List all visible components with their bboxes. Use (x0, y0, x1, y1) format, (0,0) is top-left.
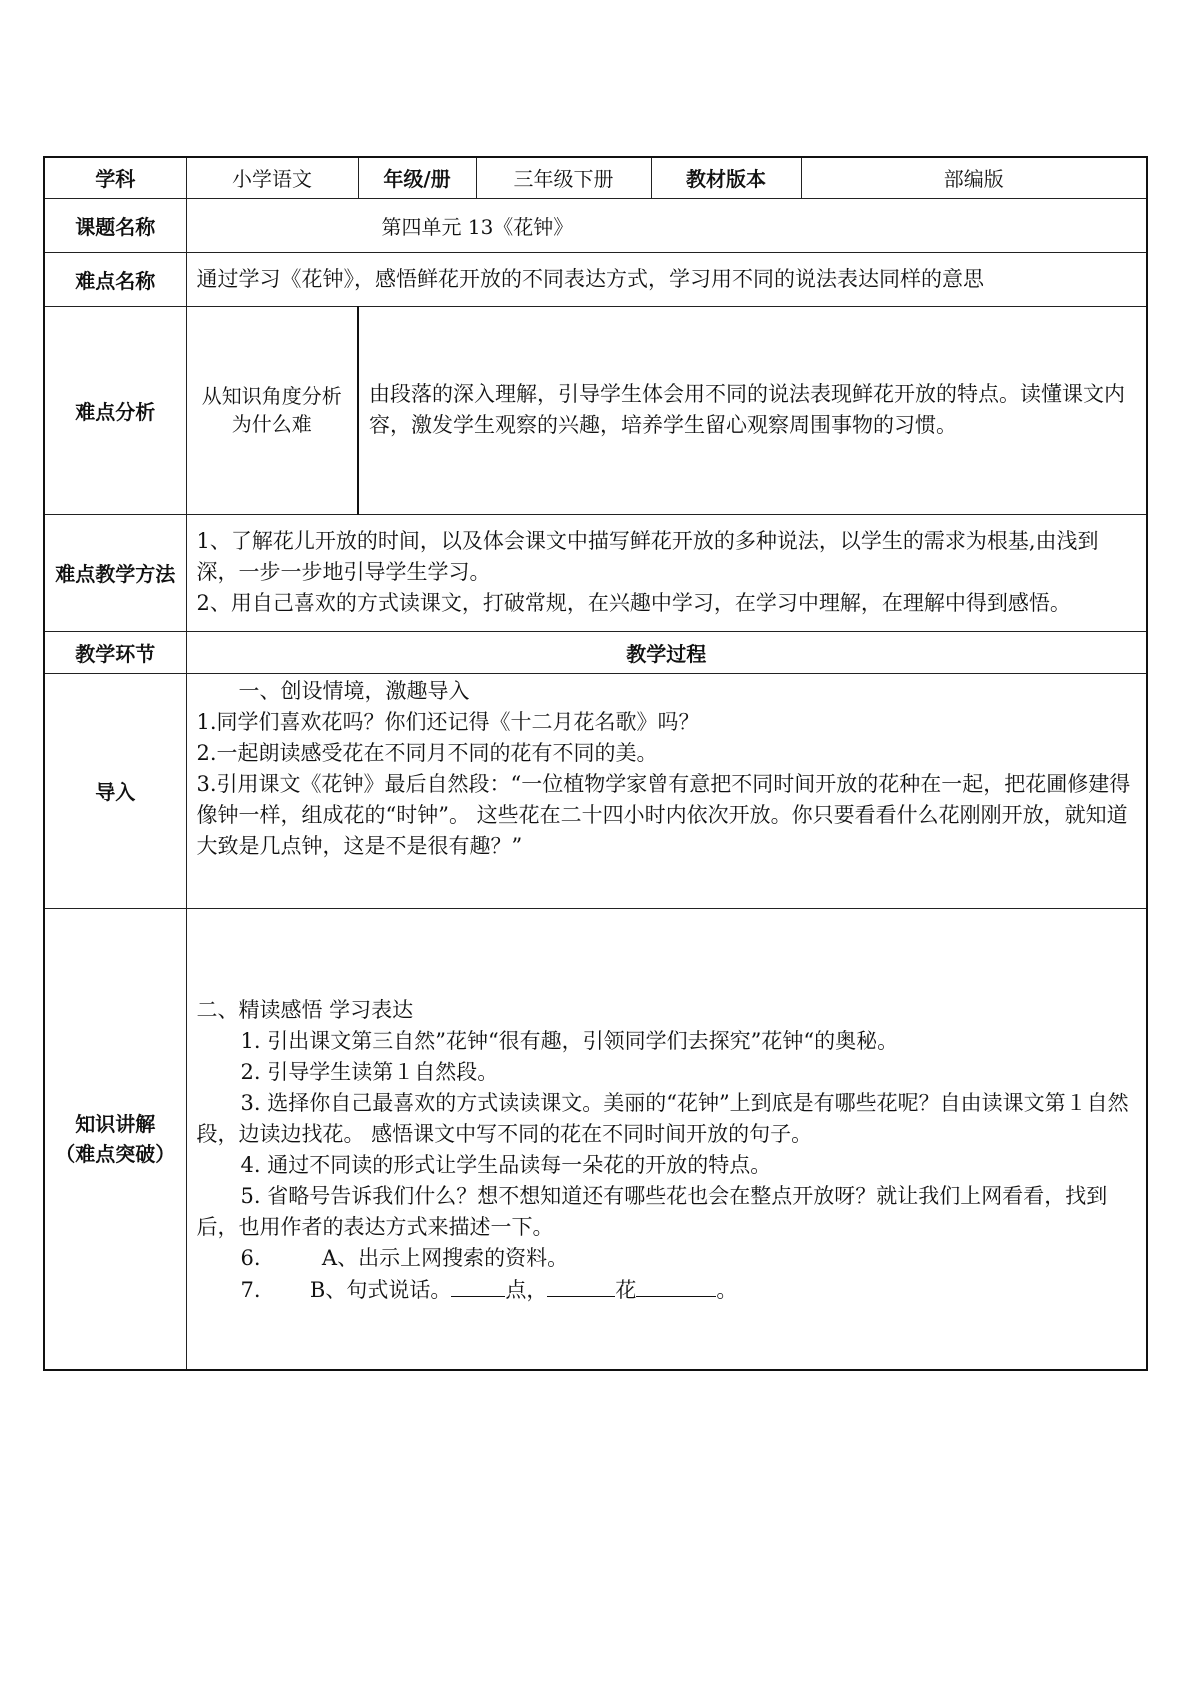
knowledge-item-7-word1: 点， (505, 1277, 548, 1302)
knowledge-label-line2: （难点突破） (55, 1141, 176, 1166)
grade-label: 年级/册 (358, 157, 476, 198)
knowledge-label-line1: 知识讲解 (75, 1111, 156, 1136)
knowledge-item-7-text: B、句式说话。 (309, 1277, 452, 1302)
edition-value: 部编版 (801, 157, 1147, 198)
stage-header-label: 教学环节 (44, 631, 186, 673)
difficulty-name-row (44, 252, 1147, 306)
process-header-label: 教学过程 (186, 631, 1147, 673)
header-row (44, 157, 1147, 198)
knowledge-item-7-word2: 花 (615, 1277, 637, 1302)
lesson-plan-table (43, 156, 1148, 1371)
difficulty-analysis-label: 难点分析 (44, 306, 186, 514)
knowledge-item-7-num: 7. (240, 1277, 261, 1302)
knowledge-item-6-num: 6. (240, 1245, 261, 1270)
difficulty-name-label: 难点名称 (44, 252, 186, 306)
knowledge-item-2: 2. 引导学生读第１自然段。 (240, 1059, 499, 1084)
subject-value: 小学语文 (186, 157, 358, 198)
analysis-text: 由段落的深入理解，引导学生体会用不同的说法表现鲜花开放的特点。读懂课文内容，激发学生观察的兴趣，培养学生留心观察周围事物的习惯。 (358, 306, 1147, 514)
analysis-sub-label (186, 306, 358, 514)
fill-blank-2 (547, 1274, 615, 1297)
knowledge-heading: 二、精读感悟 学习表达 (196, 997, 414, 1022)
knowledge-content (186, 908, 1147, 1370)
fill-blank-3 (636, 1274, 716, 1297)
topic-row (44, 198, 1147, 252)
knowledge-label (44, 908, 186, 1370)
intro-line-2: 2.一起朗读感受花在不同月不同的花有不同的美。 (196, 740, 658, 765)
topic-label: 课题名称 (44, 198, 186, 252)
analysis-sub-label-line2: 为什么难 (231, 412, 312, 436)
knowledge-item-6 (197, 1243, 1137, 1274)
process-header-row (44, 631, 1147, 673)
edition-label: 教材版本 (651, 157, 801, 198)
difficulty-name-value: 通过学习《花钟》，感悟鲜花开放的不同表达方式，学习用不同的说法表达同样的意思 (186, 252, 1147, 306)
intro-label: 导入 (44, 673, 186, 908)
intro-heading: 一、创设情境，激趣导入 (238, 678, 470, 703)
fill-blank-1 (451, 1274, 505, 1297)
knowledge-item-5: 5. 省略号告诉我们什么？想不想知道还有哪些花也会在整点开放呀？就让我们上网看看，找到后，也用作者的表达方式来描述一下。 (196, 1183, 1108, 1239)
intro-content (186, 673, 1147, 908)
knowledge-item-6-text: A、出示上网搜索的资料。 (321, 1245, 569, 1270)
topic-value: 第四单元 13《花钟》 (186, 198, 1147, 252)
knowledge-item-7-end: 。 (716, 1277, 738, 1302)
method-content (186, 514, 1147, 631)
method-label: 难点教学方法 (44, 514, 186, 631)
method-item-1: 1、了解花儿开放的时间，以及体会课文中描写鲜花开放的多种说法，以学生的需求为根基,由浅到深，一步一步地引导学生学习。 (196, 529, 1099, 584)
analysis-sub-label-line1: 从知识角度分析 (201, 384, 342, 408)
knowledge-row (44, 908, 1147, 1370)
grade-value: 三年级下册 (476, 157, 651, 198)
intro-line-1: 1.同学们喜欢花吗？你们还记得《十二月花名歌》吗？ (196, 709, 700, 734)
subject-label: 学科 (44, 157, 186, 198)
knowledge-item-3: 3. 选择你自己最喜欢的方式读读课文。美丽的“花钟”上到底是有哪些花呢？自由读课文第１自然段，边读边找花。 感悟课文中写不同的花在不同时间开放的句子。 (196, 1090, 1129, 1146)
method-row (44, 514, 1147, 631)
knowledge-item-1: 1. 引出课文第三自然”花钟“很有趣，引领同学们去探究”花钟“的奥秘。 (240, 1028, 899, 1053)
knowledge-item-7 (197, 1274, 1137, 1306)
knowledge-item-4: 4. 通过不同读的形式让学生品读每一朵花的开放的特点。 (240, 1152, 772, 1177)
method-item-2: 2、用自己喜欢的方式读课文，打破常规，在兴趣中学习，在学习中理解，在理解中得到感悟。 (196, 591, 1071, 615)
difficulty-analysis-row (44, 306, 1147, 514)
intro-line-3: 3.引用课文《花钟》最后自然段：“一位植物学家曾有意把不同时间开放的花种在一起，把花圃修建得像钟一样，组成花的“时钟”。 这些花在二十四小时内依次开放。你只要看看什么花刚刚开放，就知道大致是几点钟，这是不是很有趣？” (196, 771, 1131, 858)
intro-row (44, 673, 1147, 908)
